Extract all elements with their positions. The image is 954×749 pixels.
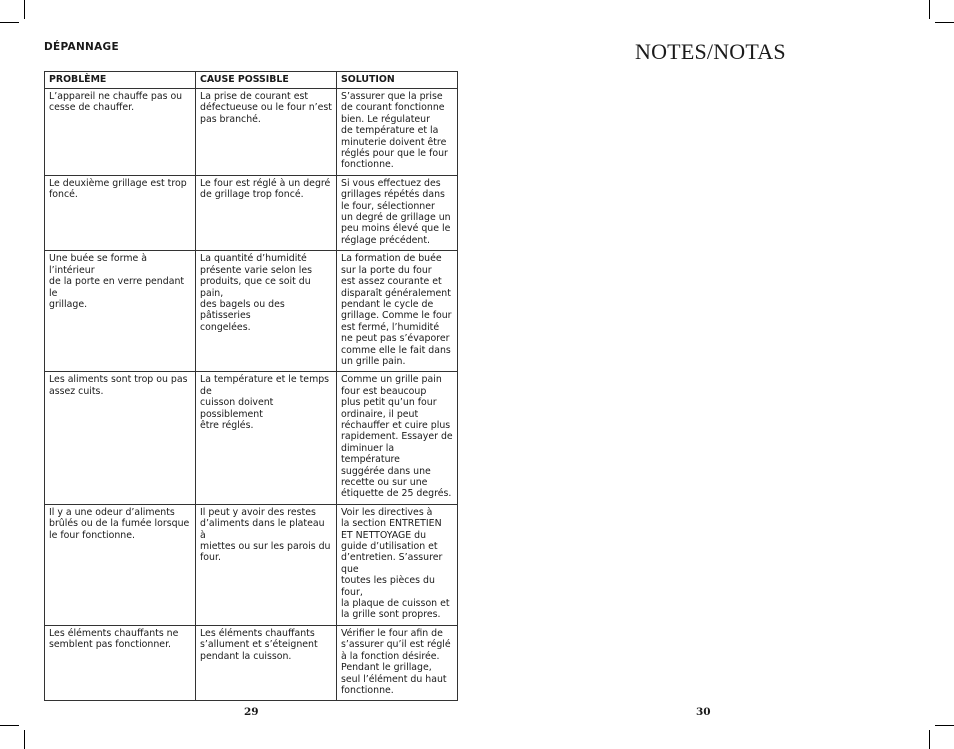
cause-cell: La température et le temps de cuisson doivent possiblement être réglés. xyxy=(196,372,337,504)
solution-cell: Comme un grille pain four est beaucoup plus petit qu’un four ordinaire, il peut réchauffer et cuire plus rapidement. Essayer de diminuer la température suggérée dans une recette ou sur une étiquette de 25 degrés. xyxy=(337,372,458,504)
solution-cell: Voir les directives à la section ENTRETIEN ET NETTOYAGE du guide d’utilisation et d’entretien. S’assurer que toutes les pièces du four, la plaque de cuisson et la grille sont propres. xyxy=(337,504,458,625)
table-row xyxy=(45,504,458,625)
solution-cell: Si vous effectuez des grillages répétés dans le four, sélectionner un degré de grillage un peu moins élevé que le réglage précédent. xyxy=(337,175,458,250)
solution-cell: La formation de buée sur la porte du four est assez courante et disparaît généralement pendant le cycle de grillage. Comme le four est fermé, l’humidité ne peut pas s’évaporer comme elle le fait dans un grille pain. xyxy=(337,251,458,372)
problem-cell: Le deuxième grillage est trop foncé. xyxy=(45,175,196,250)
cause-cell: Le four est réglé à un degré de grillage trop foncé. xyxy=(196,175,337,250)
table-row xyxy=(45,251,458,372)
troubleshooting-table xyxy=(44,71,458,701)
column-header-solution: SOLUTION xyxy=(337,72,458,89)
page-number-left: 29 xyxy=(244,706,259,718)
page-number-right: 30 xyxy=(696,706,711,718)
column-header-problem: PROBLÈME xyxy=(45,72,196,89)
solution-cell: Vérifier le four afin de s’assurer qu’il est réglé à la fonction désirée. Pendant le grillage, seul l’élément du haut fonctionne. xyxy=(337,625,458,700)
table-row xyxy=(45,175,458,250)
table-row xyxy=(45,89,458,176)
cause-cell: La quantité d’humidité présente varie selon les produits, que ce soit du pain, des bagels ou des pâtisseries congelées. xyxy=(196,251,337,372)
problem-cell: Les éléments chauffants ne semblent pas fonctionner. xyxy=(45,625,196,700)
problem-cell: L’appareil ne chauffe pas ou cesse de chauffer. xyxy=(45,89,196,176)
solution-cell: S’assurer que la prise de courant fonctionne bien. Le régulateur de température et la minuterie doivent être réglés pour que le four fonctionne. xyxy=(337,89,458,176)
right-page xyxy=(477,0,954,749)
table-row xyxy=(45,372,458,504)
section-title: DÉPANNAGE xyxy=(44,41,119,53)
column-header-cause: CAUSE POSSIBLE xyxy=(196,72,337,89)
table-header-row xyxy=(45,72,458,89)
problem-cell: Il y a une odeur d’aliments brûlés ou de la fumée lorsque le four fonctionne. xyxy=(45,504,196,625)
notes-title: NOTES/NOTAS xyxy=(635,39,786,64)
cause-cell: Les éléments chauffants s’allument et s’éteignent pendant la cuisson. xyxy=(196,625,337,700)
table-row xyxy=(45,625,458,700)
problem-cell: Les aliments sont trop ou pas assez cuits. xyxy=(45,372,196,504)
problem-cell: Une buée se forme à l’intérieur de la porte en verre pendant le grillage. xyxy=(45,251,196,372)
cause-cell: Il peut y avoir des restes d’aliments dans le plateau à miettes ou sur les parois du four. xyxy=(196,504,337,625)
cause-cell: La prise de courant est défectueuse ou le four n’est pas branché. xyxy=(196,89,337,176)
